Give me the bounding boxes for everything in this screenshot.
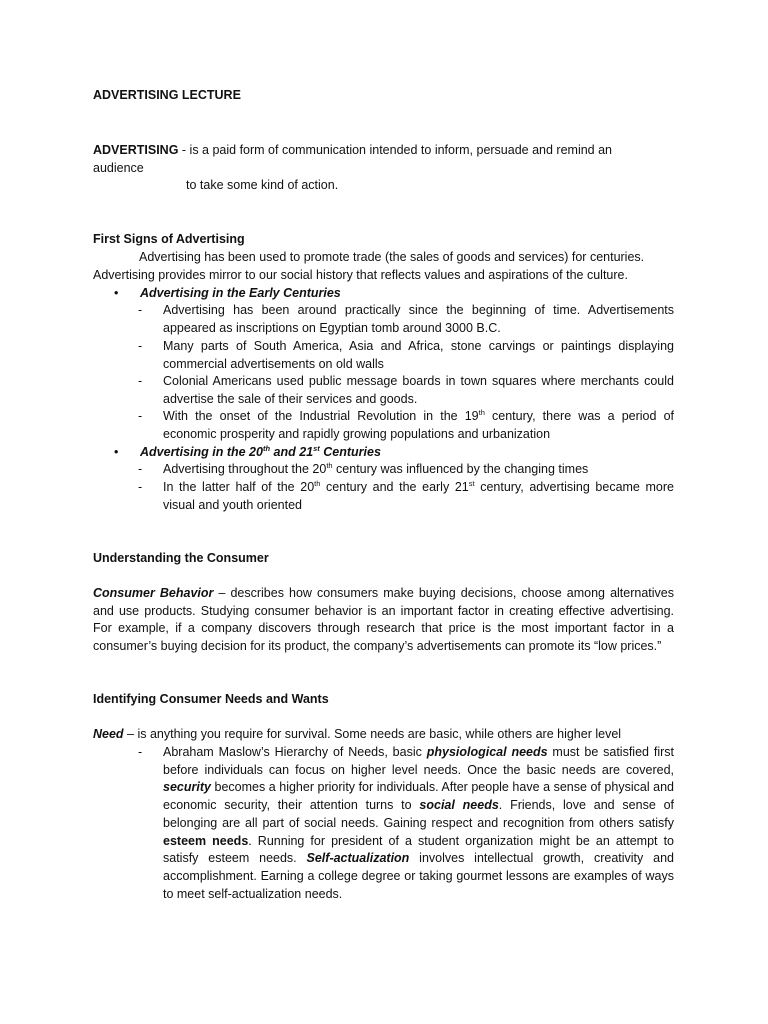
modern-item-2-sup-1: th <box>314 479 321 488</box>
modern-item-1-b: century was influenced by the changing times <box>332 462 589 476</box>
modern-heading-sup-b: st <box>313 444 320 453</box>
early-item-4-text <box>163 408 674 443</box>
maslow-security: security <box>163 780 211 795</box>
industrial-sup: th <box>478 408 485 417</box>
maslow-t5: . Running for president of a student organization might be an attempt to satisfy esteem needs. <box>163 833 674 866</box>
dash-marker: - <box>138 462 143 476</box>
early-item-3-text: Colonial Americans used public message boards in town squares where merchants could advertise the sale of their services and goods. <box>163 374 674 406</box>
modern-item-2-b: century and the early 21 <box>320 480 469 494</box>
consumer-behavior-paragraph <box>93 585 674 656</box>
maslow-self-actualization: Self-actualization <box>306 851 410 866</box>
modern-heading-c: Centuries <box>319 445 381 459</box>
modern-item-1-a: Advertising throughout the 20 <box>163 462 327 476</box>
early-centuries-heading: Advertising in the Early Centuries <box>140 286 341 300</box>
maslow-t6: involves intellectual growth, creativity and accomplishment. Earning a college degree or taking gourmet lessons are examples of ways to meet self-actualization needs. <box>163 851 674 901</box>
maslow-t2: must be satisfied first before individuals can focus on higher level needs. Once the basic needs are covered, <box>163 745 674 777</box>
definition-line-3: to take some kind of action. <box>186 178 339 193</box>
first-signs-intro-line-2: Advertising provides mirror to our social history that reflects values and aspirations of the culture. <box>93 267 628 282</box>
need-definition <box>93 726 674 744</box>
bullet-icon: • <box>114 445 119 459</box>
modern-item-2-sup-2: st <box>468 479 475 488</box>
modern-item-2-c: century, advertising became more visual and youth oriented <box>163 480 674 512</box>
modern-item-1-text <box>163 461 674 479</box>
dash-marker: - <box>138 374 143 388</box>
maslow-physiological: physiological needs <box>426 745 548 759</box>
early-item-1-text: Advertising has been around practically since the beginning of time. Advertisements appeared as inscriptions on Egyptian tomb around 3000 B.C. <box>163 303 674 335</box>
definition-text: - is a paid form of communication intended to inform, persuade and remind an <box>178 143 613 157</box>
modern-centuries-heading <box>140 444 674 462</box>
modern-item-2-a: In the latter half of the 20 <box>163 480 315 494</box>
consumer-behavior-term: Consumer Behavior <box>93 586 214 600</box>
consumer-heading: Understanding the Consumer <box>93 551 269 565</box>
maslow-social: social needs <box>419 798 499 813</box>
first-signs-intro <box>93 249 674 284</box>
first-signs-heading: First Signs of Advertising <box>93 232 245 246</box>
definition-term: ADVERTISING <box>93 143 179 157</box>
industrial-text-a: With the onset of the Industrial Revolution in the 19 <box>163 409 479 423</box>
need-text: – is anything you require for survival. Some needs are basic, while others are higher level <box>123 727 622 741</box>
maslow-t3: becomes a higher priority for individuals. After people have a sense of physical and economic security, their attention turns to <box>163 780 674 813</box>
maslow-t4: . Friends, love and sense of belonging are all part of social needs. Gaining respect and recognition from others satisfy <box>163 798 675 830</box>
industrial-text-b: century, there was a period of economic prosperity and rapidly growing populations and urbanization <box>163 409 675 441</box>
modern-heading-sup-a: th <box>262 444 271 453</box>
definition-line-1 <box>93 142 674 160</box>
modern-item-2-text <box>163 479 674 514</box>
dash-marker: - <box>138 480 143 494</box>
modern-heading-a: Advertising in the 20 <box>140 445 263 459</box>
maslow-t1: Abraham Maslow’s Hierarchy of Needs, basic <box>163 745 427 759</box>
need-term: Need <box>93 727 124 741</box>
modern-item-1-sup: th <box>326 461 333 470</box>
dash-marker: - <box>138 745 143 759</box>
maslow-esteem: esteem needs <box>163 833 249 848</box>
maslow-text <box>163 744 674 903</box>
modern-heading-b: and 21 <box>270 445 314 459</box>
needs-heading: Identifying Consumer Needs and Wants <box>93 692 329 706</box>
early-item-2-text: Many parts of South America, Asia and Africa, stone carvings or paintings displaying commercial advertisements on old walls <box>163 339 674 371</box>
dash-marker: - <box>138 303 143 317</box>
definition-line-2: audience <box>93 160 144 175</box>
consumer-behavior-text: – describes how consumers make buying decisions, choose among alternatives and use products. Studying consumer behavior is an important factor in creating effective advertising. For example, if a company discovers through research that price is the most important factor in a consumer’s buying decision for its product, the company’s advertisements can promote its “low prices.” <box>93 586 674 654</box>
first-signs-intro-line-1: Advertising has been used to promote trade (the sales of goods and services) for centuries. <box>139 250 645 264</box>
dash-marker: - <box>138 339 143 353</box>
dash-marker: - <box>138 409 143 423</box>
advertising-definition <box>93 142 674 195</box>
bullet-icon: • <box>114 286 119 300</box>
document-title: ADVERTISING LECTURE <box>93 88 241 102</box>
